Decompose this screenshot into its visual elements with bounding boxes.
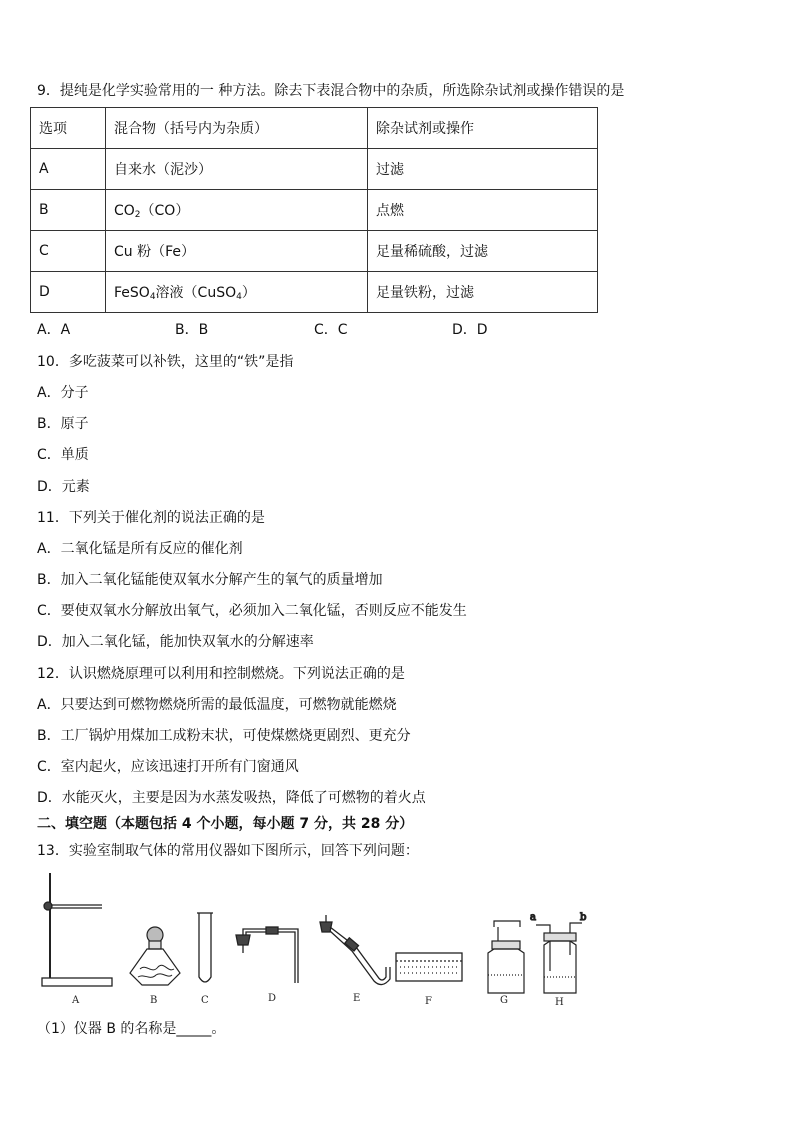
section-title: 二、填空题（本题包括 4 个小题，每小题 7 分，共 28 分）: [37, 816, 414, 832]
formula-subscript: 4: [149, 292, 156, 302]
label-f: F: [425, 996, 432, 1007]
q13-sub1: （1）仪器 B 的名称是_____。: [37, 1021, 226, 1037]
label-a: A: [72, 995, 80, 1006]
water-trough: [396, 953, 462, 981]
choice-b[interactable]: B．B: [175, 322, 209, 338]
formula-text: 溶液（CuSO: [155, 285, 237, 301]
delivery-tube: [320, 915, 390, 985]
q9-stem: 9．提纯是化学实验常用的一 种方法。除去下表混合物中的杂质，所选除杂试剂或操作错误的是: [37, 83, 625, 99]
iron-stand: [42, 873, 112, 986]
row-mixture: [106, 190, 368, 231]
header-option: 选项: [31, 108, 106, 149]
table-row: [31, 272, 598, 313]
q10-choice-a[interactable]: A．分子: [37, 385, 89, 401]
q12-stem: 12．认识燃烧原理可以利用和控制燃烧。下列说法正确的是: [37, 666, 405, 682]
table-header-row: [31, 108, 598, 149]
formula-subscript: 4: [236, 292, 242, 302]
table-row: [31, 190, 598, 231]
formula-text: ）: [241, 285, 256, 301]
q10-choice-c[interactable]: C．单质: [37, 447, 89, 463]
formula-text: （CO）: [140, 203, 190, 219]
row-mixture: 自来水（泥沙）: [106, 149, 368, 190]
label-b: B: [150, 995, 158, 1006]
q12-choice-b[interactable]: B．工厂锅炉用煤加工成粉末状，可使煤燃烧更剧烈、更充分: [37, 728, 411, 744]
row-mixture: Cu 粉（Fe）: [106, 231, 368, 272]
bent-tube-stopper: [236, 927, 298, 983]
row-option: C: [31, 231, 106, 272]
formula-text: FeSO: [114, 285, 150, 301]
q11-choice-d[interactable]: D．加入二氧化锰，能加快双氧水的分解速率: [37, 634, 314, 650]
q11-choice-c[interactable]: C．要使双氧水分解放出氧气，必须加入二氧化锰，否则反应不能发生: [37, 603, 467, 619]
q12-choice-c[interactable]: C．室内起火，应该迅速打开所有门窗通风: [37, 759, 299, 775]
label-g: G: [500, 995, 508, 1006]
table-row: [31, 231, 598, 272]
row-option: D: [31, 272, 106, 313]
formula-text: CO: [114, 203, 135, 219]
label-h: H: [555, 997, 564, 1008]
port-label-a: a: [530, 912, 536, 923]
row-method: 足量稀硫酸，过滤: [368, 231, 598, 272]
row-method: 足量铁粉，过滤: [368, 272, 598, 313]
q10-choice-b[interactable]: B．原子: [37, 416, 89, 432]
apparatus-figure: [30, 865, 590, 1010]
header-method: 除杂试剂或操作: [368, 108, 598, 149]
q12-choice-a[interactable]: A．只要达到可燃物燃烧所需的最低温度，可燃物就能燃烧: [37, 697, 397, 713]
row-option: A: [31, 149, 106, 190]
q10-choice-d[interactable]: D．元素: [37, 479, 90, 495]
choice-a[interactable]: A．A: [37, 322, 71, 338]
alcohol-lamp: [130, 927, 180, 985]
two-port-bottle: [530, 912, 586, 993]
header-mixture: 混合物（括号内为杂质）: [106, 108, 368, 149]
q11-stem: 11．下列关于催化剂的说法正确的是: [37, 510, 265, 526]
label-d: D: [268, 993, 277, 1004]
row-option: B: [31, 190, 106, 231]
label-e: E: [353, 993, 361, 1004]
test-tube: [197, 913, 213, 982]
row-method: 过滤: [368, 149, 598, 190]
q11-choice-b[interactable]: B．加入二氧化锰能使双氧水分解产生的氧气的质量增加: [37, 572, 383, 588]
row-method: 点燃: [368, 190, 598, 231]
gas-bottle: [488, 921, 524, 993]
q9-table: [30, 107, 598, 313]
q11-choice-a[interactable]: A．二氧化锰是所有反应的催化剂: [37, 541, 243, 557]
q13-stem: 13．实验室制取气体的常用仪器如下图所示，回答下列问题：: [37, 843, 419, 859]
q12-choice-d[interactable]: D．水能灭火，主要是因为水蒸发吸热，降低了可燃物的着火点: [37, 790, 426, 806]
formula-subscript: 2: [134, 210, 141, 220]
choice-c[interactable]: C．C: [314, 322, 348, 338]
label-c: C: [201, 995, 209, 1006]
q10-stem: 10．多吃菠菜可以补铁，这里的“铁”是指: [37, 354, 294, 370]
choice-d[interactable]: D．D: [452, 322, 488, 338]
row-mixture: [106, 272, 368, 313]
port-label-b: b: [580, 912, 587, 923]
table-row: [31, 149, 598, 190]
